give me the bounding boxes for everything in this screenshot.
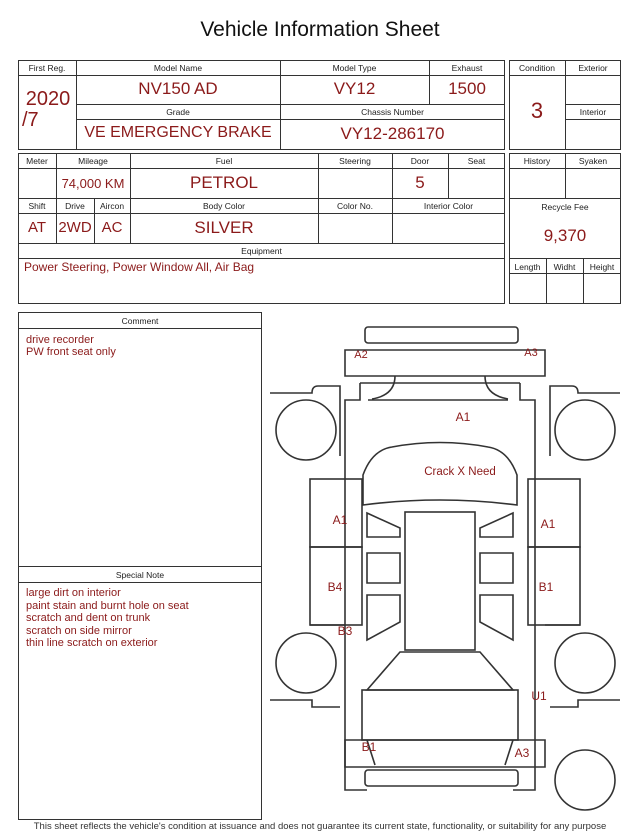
first-reg-year: 2020 <box>25 88 71 110</box>
model-type-value: VY12 <box>333 79 376 98</box>
length-label: Length <box>514 262 541 272</box>
fuel-value: PETROL <box>189 173 259 192</box>
meter-label: Meter <box>26 156 48 166</box>
drive-value: 2WD <box>58 219 92 236</box>
comment-label: Comment <box>121 316 159 326</box>
color-no-label: Color No. <box>337 201 373 211</box>
damage-right-front-door: A1 <box>540 517 556 531</box>
body-color-value: SILVER <box>194 218 254 237</box>
equipment-value: Power Steering, Power Window All, Air Bag <box>24 260 255 274</box>
first-reg-label: First Reg. <box>28 63 66 73</box>
damage-windshield: Crack X Need <box>424 466 496 478</box>
grade-value: VE EMERGENCY BRAKE <box>84 124 272 141</box>
recycle-fee-label: Recycle Fee <box>541 202 589 212</box>
door-value: 5 <box>415 173 425 192</box>
damage-right-rear-door: B1 <box>538 580 554 594</box>
aircon-value: AC <box>101 219 123 236</box>
special-note-line: large dirt on interior <box>26 587 121 599</box>
special-note-line: scratch on side mirror <box>26 624 132 637</box>
seat-label: Seat <box>467 156 486 166</box>
damage-right-rear-quarter: U1 <box>531 689 547 703</box>
special-note-line: thin line scratch on exterior <box>26 637 158 649</box>
damage-left-front-door: A1 <box>332 513 348 527</box>
interior-color-label: Interior Color <box>423 201 474 211</box>
comment-line: drive recorder <box>26 334 94 346</box>
condition-grade: 3 <box>530 98 544 123</box>
drive-label: Drive <box>65 201 85 211</box>
damage-rear-right: A3 <box>514 746 530 760</box>
chassis-number-label: Chassis Number <box>361 107 424 117</box>
aircon-label: Aircon <box>99 201 125 211</box>
door-label: Door <box>410 156 430 166</box>
grade-label: Grade <box>166 107 190 117</box>
car-damage-diagram <box>268 318 620 818</box>
mileage-label: Mileage <box>78 156 108 166</box>
condition-label: Condition <box>519 63 555 73</box>
shift-label: Shift <box>28 201 46 211</box>
damage-front-left: A2 <box>354 349 368 361</box>
width-label: Widht <box>553 262 576 272</box>
fuel-label: Fuel <box>215 156 233 166</box>
damage-left-rear-quarter: B3 <box>337 624 353 638</box>
syaken-label: Syaken <box>578 156 608 166</box>
height-label: Height <box>589 262 615 272</box>
history-label: History <box>523 156 551 166</box>
disclaimer-footer: This sheet reflects the vehicle's condition at issuance and does not guarantee its current state, functionality, or suitability for any purpose <box>33 821 607 832</box>
exhaust-value: 1500 <box>448 79 486 98</box>
special-note-line: paint stain and burnt hole on seat <box>26 599 189 612</box>
interior-label: Interior <box>579 107 607 117</box>
damage-left-rear-door: B4 <box>327 580 343 594</box>
damage-rear-left: B1 <box>361 740 377 754</box>
damage-hood: A1 <box>455 410 471 424</box>
damage-front-right: A3 <box>524 347 538 359</box>
equipment-label: Equipment <box>241 246 282 256</box>
shift-value: AT <box>27 219 47 236</box>
recycle-fee-value: 9,370 <box>543 226 587 245</box>
comment-line: PW front seat only <box>26 346 116 358</box>
body-color-label: Body Color <box>202 201 246 211</box>
special-note-label: Special Note <box>115 570 165 580</box>
exhaust-label: Exhaust <box>451 63 483 73</box>
model-type-label: Model Type <box>332 63 377 73</box>
special-note-line: scratch and dent on trunk <box>26 612 151 624</box>
model-name-label: Model Name <box>153 63 203 73</box>
chassis-number-value: VY12-286170 <box>340 124 445 143</box>
exterior-label: Exterior <box>578 63 608 73</box>
page-title: Vehicle Information Sheet <box>200 18 440 41</box>
model-name-value: NV150 AD <box>138 79 218 98</box>
mileage-value: 74,000 KM <box>61 176 125 191</box>
first-reg-month: /7 <box>22 109 39 131</box>
steering-label: Steering <box>339 156 371 166</box>
